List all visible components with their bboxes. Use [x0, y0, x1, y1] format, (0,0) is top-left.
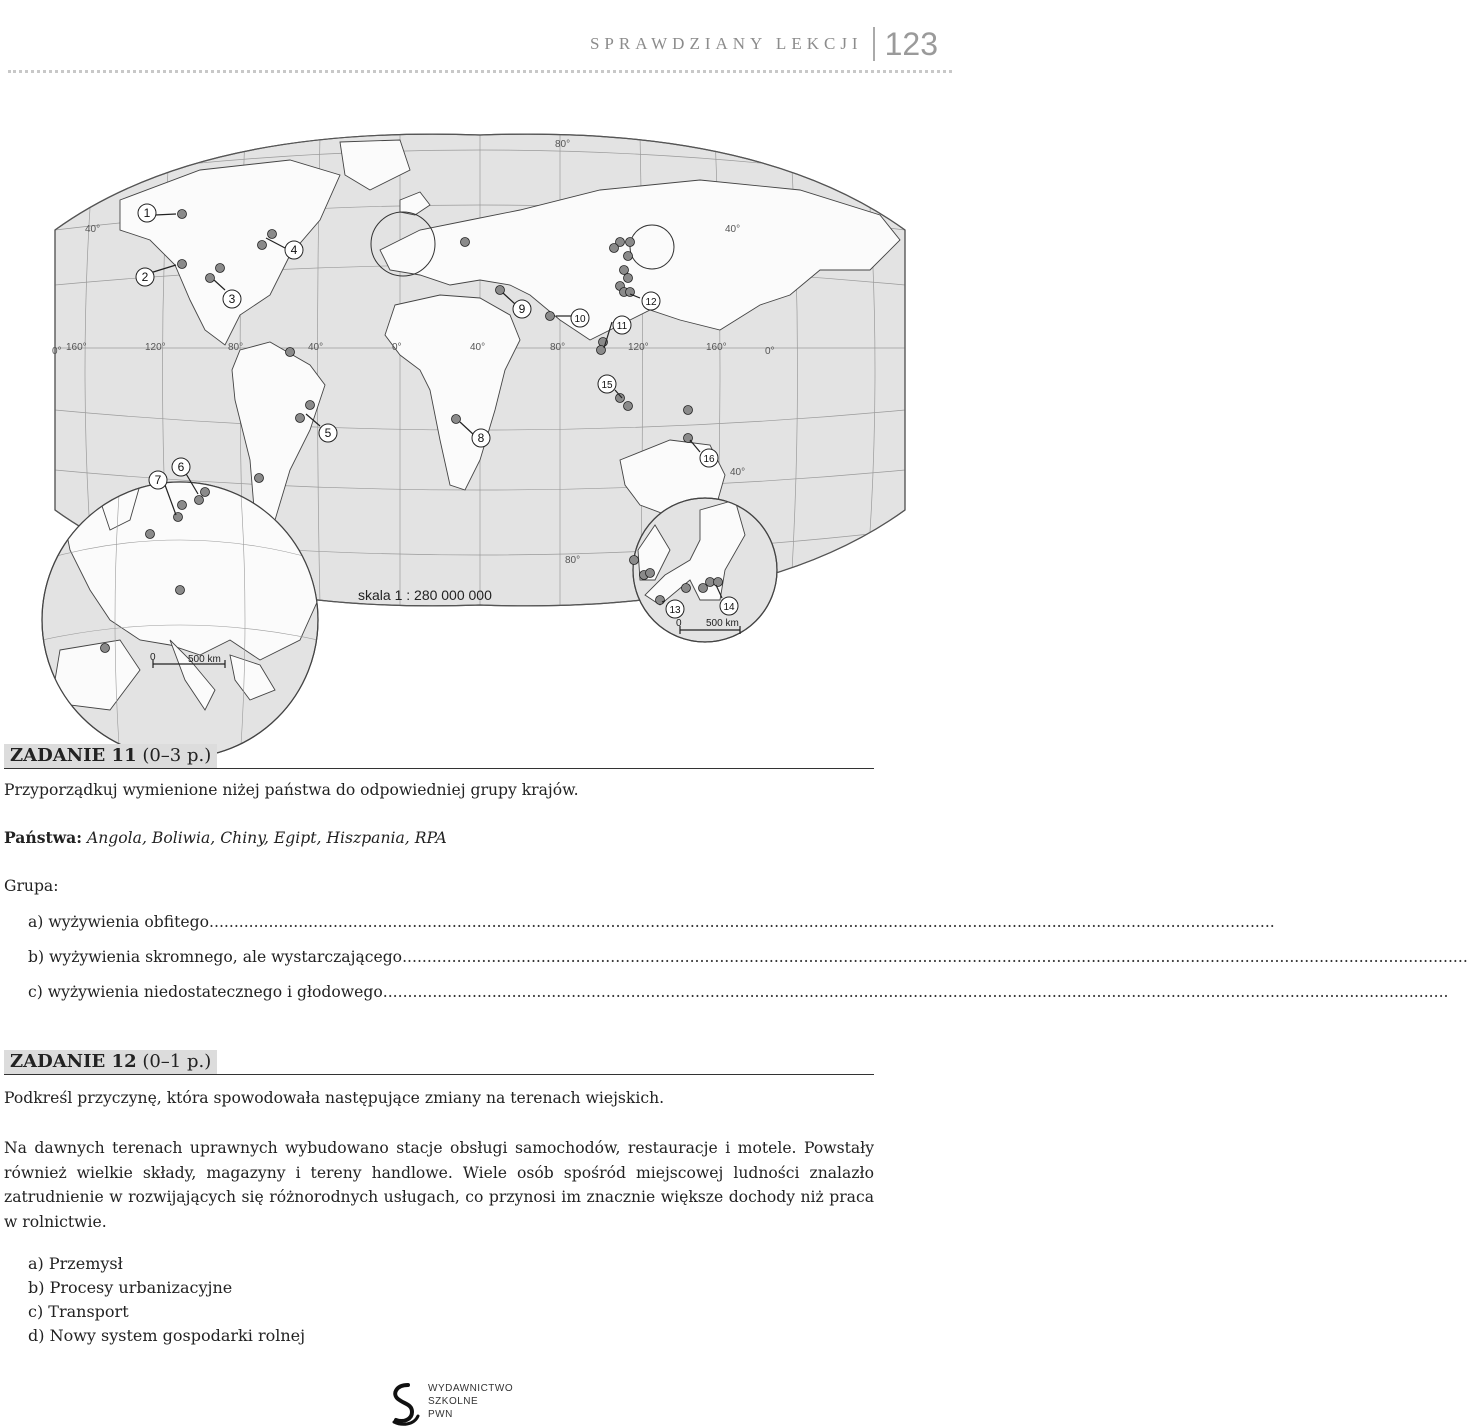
option-d[interactable] [28, 1324, 305, 1348]
marker-2: 2 [141, 270, 149, 284]
group-text: wyżywienia obfitego [48, 913, 210, 931]
lat-label: 80° [565, 555, 581, 566]
task11-points: (0–3 p.) [142, 745, 212, 766]
europe-scale-zero: 0 [150, 652, 156, 663]
answer-blank[interactable]: ....................................................................................................................................................................................................................... [209, 913, 1275, 931]
lat-label: 40° [730, 467, 746, 478]
lon-label: 120° [145, 342, 166, 353]
marker-10: 10 [574, 314, 586, 325]
marker-12: 12 [645, 297, 657, 308]
group-line-c[interactable] [28, 980, 1449, 1004]
marker-16: 16 [703, 454, 715, 465]
lat-label: 40° [85, 224, 101, 235]
group-text: wyżywienia skromnego, ale wystarczającego [49, 948, 403, 966]
lon-label: 40° [308, 342, 324, 353]
answer-blank[interactable]: ....................................................................................................................................................................................................................... [402, 948, 1468, 966]
lat-label: 40° [725, 224, 741, 235]
task12-instruction: Podkreśl przyczynę, która spowodowała następujące zmiany na terenach wiejskich. [4, 1089, 665, 1107]
dotted-rule [8, 70, 952, 73]
marker-15: 15 [601, 380, 613, 391]
countries-label: Państwa: [4, 828, 83, 847]
publisher-swan-icon [388, 1382, 422, 1426]
task11-heading [4, 744, 874, 769]
page-header [590, 22, 938, 66]
task11-group-label: Grupa: [4, 877, 59, 895]
marker-13: 13 [669, 605, 681, 616]
japan-scale-zero: 0 [676, 618, 682, 629]
japan-scale-label: 500 km [706, 618, 739, 629]
lon-label: 80° [550, 342, 566, 353]
group-text: wyżywienia niedostatecznego i głodowego [47, 983, 383, 1001]
countries-list: Angola, Boliwia, Chiny, Egipt, Hiszpania, RPA [86, 829, 447, 847]
japan-inset [633, 498, 777, 642]
option-text: Przemysł [48, 1254, 123, 1273]
task12-title: ZADANIE 12 [10, 1051, 137, 1072]
marker-9: 9 [518, 302, 526, 316]
publisher-line-3: PWN [428, 1409, 453, 1420]
option-letter: a) [28, 1254, 44, 1273]
option-letter: b) [28, 1278, 45, 1297]
option-letter: d) [28, 1326, 45, 1345]
series-title: SPRAWDZIANY LEKCJI [589, 34, 863, 53]
option-a[interactable] [28, 1252, 123, 1276]
option-c[interactable] [28, 1300, 129, 1324]
lon-label: 120° [628, 342, 649, 353]
option-text: Nowy system gospodarki rolnej [49, 1326, 306, 1345]
map-scale: skala 1 : 280 000 000 [358, 587, 492, 603]
task12-paragraph: Na dawnych terenach uprawnych wybudowano stacje obsługi samochodów, restauracje i motele. Powstały również wielkie składy, magazyny i tereny handlowe. Wiele osób spośród miejscowej ludności znalazło zatrudnienie w rozwijających się różnorodnych usługach, co przynosi im znacznie większe dochody niż praca w rolnictwie. [4, 1139, 874, 1231]
page-number: 123 [884, 25, 938, 62]
marker-11: 11 [616, 321, 628, 332]
marker-5: 5 [324, 426, 332, 440]
task11-title: ZADANIE 11 [10, 745, 137, 766]
task11-instruction: Przyporządkuj wymienione niżej państwa do odpowiedniej grupy krajów. [4, 781, 579, 799]
task11-countries [4, 826, 447, 850]
option-b[interactable] [28, 1276, 232, 1300]
world-map [0, 80, 960, 680]
publisher-line-2: SZKOLNE [428, 1396, 479, 1407]
marker-4: 4 [290, 243, 298, 257]
lat-label: 80° [555, 139, 571, 150]
marker-8: 8 [477, 431, 485, 445]
marker-1: 1 [143, 206, 151, 220]
header-divider [873, 27, 875, 61]
lon-label: 160° [706, 342, 727, 353]
lon-label: 40° [470, 342, 486, 353]
answer-blank[interactable]: ....................................................................................................................................................................................................................... [382, 983, 1449, 1001]
task12-heading [4, 1050, 874, 1075]
marker-14: 14 [723, 602, 735, 613]
group-letter: c) [28, 983, 43, 1001]
publisher-logo [388, 1382, 513, 1426]
option-text: Procesy urbanizacyjne [49, 1278, 233, 1297]
option-text: Transport [48, 1302, 129, 1321]
group-letter: b) [28, 948, 45, 966]
marker-6: 6 [177, 460, 185, 474]
group-line-b[interactable] [28, 945, 1468, 969]
lon-label: 80° [228, 342, 244, 353]
marker-3: 3 [228, 292, 236, 306]
option-letter: c) [28, 1302, 44, 1321]
lon-label: 160° [66, 342, 87, 353]
lat-label: 0° [52, 346, 62, 357]
publisher-line-1: WYDAWNICTWO [428, 1383, 514, 1394]
group-letter: a) [28, 913, 44, 931]
europe-scale-label: 500 km [188, 654, 221, 665]
lon-label: 0° [392, 342, 402, 353]
marker-7: 7 [154, 473, 162, 487]
lat-label: 0° [765, 346, 775, 357]
group-line-a[interactable] [28, 910, 1275, 934]
task12-points: (0–1 p.) [142, 1051, 212, 1072]
